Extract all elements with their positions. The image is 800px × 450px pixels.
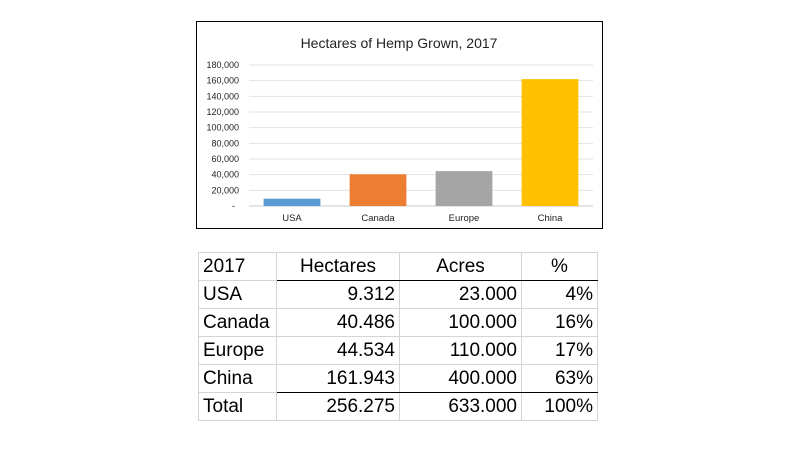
y-tick-label: 40,000 [211, 169, 239, 180]
y-tick-label: 100,000 [206, 122, 239, 133]
header-cell-year: 2017 [199, 253, 277, 281]
y-tick-label: 140,000 [206, 91, 239, 102]
table-total-row [199, 393, 598, 421]
y-tick-label: 60,000 [211, 154, 239, 164]
bar-canada [350, 174, 407, 206]
y-tick-label: 80,000 [211, 138, 239, 149]
row-label: Canada [199, 309, 277, 337]
row-label: China [199, 365, 277, 393]
table-row [199, 281, 598, 309]
hectares-cell: 161.943 [277, 365, 400, 393]
y-tick-label: 160,000 [206, 75, 239, 86]
header-cell-acres: Acres [400, 253, 522, 281]
acres-cell: 110.000 [400, 337, 522, 365]
x-tick-label: Canada [361, 213, 395, 224]
acres-cell: 400.000 [400, 365, 522, 393]
y-tick-label: 120,000 [206, 107, 239, 117]
chart-panel [196, 21, 603, 229]
acres-cell: 633.000 [400, 393, 522, 421]
hectares-cell: 9.312 [277, 281, 400, 309]
y-tick-label: 20,000 [211, 185, 239, 196]
hectares-cell: 40.486 [277, 309, 400, 337]
x-tick-label: Europe [448, 213, 480, 224]
percent-cell: 63% [522, 365, 598, 393]
hectares-cell: 256.275 [277, 393, 400, 421]
bar-chart [197, 22, 601, 227]
table-row [199, 365, 598, 393]
percent-cell: 16% [522, 309, 598, 337]
row-label: Total [199, 393, 277, 421]
bar-europe [436, 171, 493, 206]
y-axis-ticks [206, 60, 239, 211]
chart-title: Hectares of Hemp Grown, 2017 [300, 35, 498, 51]
header-cell-hectares: Hectares [277, 253, 400, 281]
table-row [199, 337, 598, 365]
x-tick-label: China [537, 213, 563, 224]
percent-cell: 17% [522, 337, 598, 365]
percent-cell: 100% [522, 393, 598, 421]
percent-cell: 4% [522, 281, 598, 309]
y-tick-label: 180,000 [206, 60, 239, 70]
hectares-cell: 44.534 [277, 337, 400, 365]
table-row [199, 309, 598, 337]
acres-cell: 100.000 [400, 309, 522, 337]
table-header-row [199, 253, 598, 281]
bars [264, 79, 579, 206]
bar-china [522, 79, 579, 206]
acres-cell: 23.000 [400, 281, 522, 309]
y-tick-label: - [232, 201, 235, 211]
row-label: USA [199, 281, 277, 309]
header-cell-percent: % [522, 253, 598, 281]
x-axis-ticks [282, 213, 563, 224]
bar-usa [264, 199, 321, 206]
x-tick-label: USA [282, 213, 302, 224]
row-label: Europe [199, 337, 277, 365]
hemp-data-table [198, 252, 598, 421]
